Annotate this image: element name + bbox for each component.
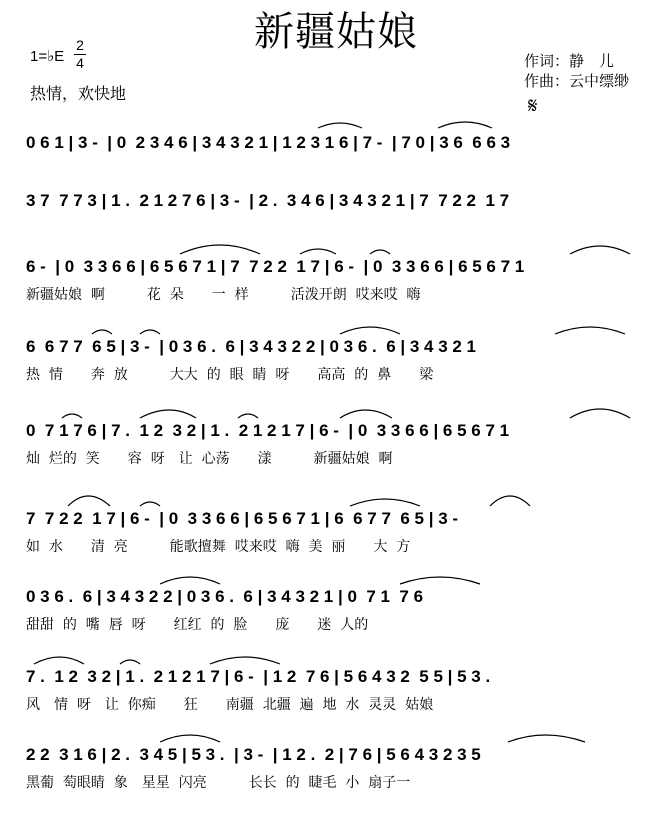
time-signature-top: 2 [76, 37, 84, 53]
system-4-lyrics: 热 情 奔 放 大大 的 眼 睛 呀 高高 的 鼻 梁 [26, 367, 434, 383]
system-7-lyrics: 甜甜 的 嘴 唇 呀 红红 的 脸 庞 迷 人的 [26, 617, 369, 633]
time-signature-bottom: 4 [76, 55, 84, 71]
tempo-marking: 热情，欢快地 [30, 84, 127, 103]
time-signature [74, 38, 86, 71]
system-6-notes: 7 7 2 2 1 7 | 6 - | 0 3 3 6 6 | 6 5 6 7 1 | 6 6 7 7 6 5 | 3 - [26, 509, 459, 528]
key-signature: 1=♭E [30, 48, 65, 65]
lyricist-credit: 作词：静 儿 [524, 52, 615, 70]
system-6-lyrics: 如 水 清 亮 能歌擅舞 哎来哎 嗨 美 丽 大 方 [26, 539, 411, 555]
system-7-notes: 0 3 6 . 6 | 3 4 3 2 2 | 0 3 6 . 6 | 3 4 3 2 1 | 0 7 1 7 6 [26, 587, 424, 606]
system-2-lyrics [26, 220, 662, 242]
system-1-lyrics [26, 162, 662, 184]
segno-icon: 𝄋 [528, 94, 538, 119]
system-3-notes: 6 - | 0 3 3 6 6 | 6 5 6 7 1 | 7 7 2 2 1 7 | 6 - | 0 3 3 6 6 | 6 5 6 7 1 [26, 257, 525, 276]
system-8-notes: 7 . 1 2 3 2 | 1 . 2 1 2 1 7 | 6 - | 1 2 7 6 | 5 6 4 3 2 5 5 | 5 3 . [26, 667, 491, 686]
system-1-notes: 0 6 1 | 3 - | 0 2 3 4 6 | 3 4 3 2 1 | 1 2 3 1 6 | 7 - | 7 0 | 3 6 6 6 3 [26, 133, 511, 152]
system-5-lyrics: 灿 烂的 笑 容 呀 让 心荡 漾 新疆姑娘 啊 [26, 451, 393, 467]
system-8-lyrics: 风 情 呀 让 你痴 狂 南疆 北疆 遍 地 水 灵灵 姑娘 [26, 697, 434, 713]
song-title: 新疆姑娘 [254, 9, 418, 55]
system-2-notes: 3 7 7 7 3 | 1 . 2 1 2 7 6 | 3 - | 2 . 3 4 6 | 3 4 3 2 1 | 7 7 2 2 1 7 [26, 191, 510, 210]
system-4-notes: 6 6 7 7 6 5 | 3 - | 0 3 6 . 6 | 3 4 3 2 2 | 0 3 6 . 6 | 3 4 3 2 1 [26, 337, 477, 356]
composer-credit: 作曲：云中缥缈 [524, 72, 630, 90]
system-3-lyrics: 新疆姑娘 啊 花 朵 一 样 活泼开朗 哎来哎 嗨 [26, 287, 421, 303]
system-5-notes: 0 7 1 7 6 | 7 . 1 2 3 2 | 1 . 2 1 2 1 7 | 6 - | 0 3 3 6 6 | 6 5 6 7 1 [26, 421, 510, 440]
system-9-lyrics: 黑葡 萄眼睛 象 星星 闪亮 长长 的 睫毛 小 扇子一 [26, 775, 411, 791]
system-9-notes: 2 2 3 1 6 | 2 . 3 4 5 | 5 3 . | 3 - | 1 2 . 2 | 7 6 | 5 6 4 3 2 3 5 [26, 745, 481, 764]
